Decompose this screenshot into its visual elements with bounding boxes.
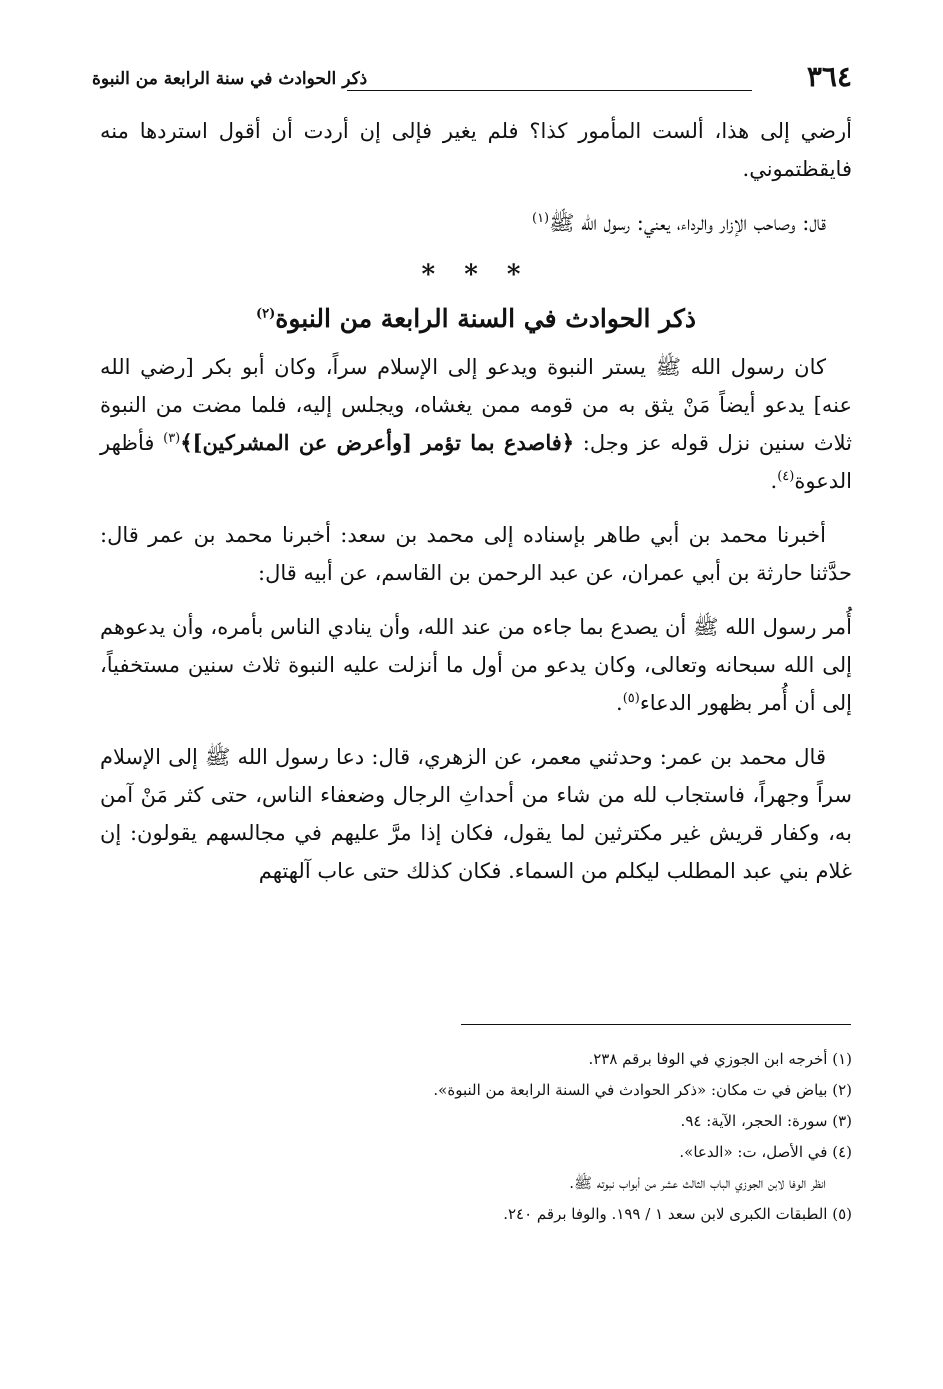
paragraph-2 xyxy=(100,204,852,242)
paragraph-6: قال محمد بن عمر: وحدثني معمر، عن الزهري، قال: دعا رسول الله ﷺ إلى الإسلام سراً وجهراً، فاستجاب لله من شاء من أحداثِ الرجال وضعفاء الناس، حتى كثر مَنْ آمن به، وكفار قريش غير مكترثين لما يقول، فكان إذا مرَّ عليهم في مجالسهم يقولون: إن غلام بني عبد المطلب ليكلم من السماء. فكان كذلك حتى عاب آلهتهم xyxy=(100,745,852,883)
page-number: ٣٦٤ xyxy=(806,60,852,93)
footnote-2: (٢) بياض في ت مكان: «ذكر الحوادث في السنة الرابعة من النبوة». xyxy=(433,1081,852,1099)
footnote-ref-3: (٣) xyxy=(163,431,181,446)
paragraph-3-text-a: كان رسول الله ﷺ يستر النبوة ويدعو إلى الإسلام سراً، وكان أبو بكر [رضي الله عنه] يدعو أيضاً مَنْ يثق به من قومه ممن يغشاه، ويجلس إليه، فلما مضت من النبوة ثلاث سنين نزل قوله عز وجل: xyxy=(100,355,852,455)
quran-verse: ﴿فاصدع بما تؤمر [وأعرض عن المشركين]﴾ xyxy=(180,430,575,455)
footnote-3: (٣) سورة: الحجر، الآية: ٩٤. xyxy=(680,1112,852,1130)
footnote-rule xyxy=(461,1024,851,1025)
footnote-5: (٥) الطبقات الكبرى لابن سعد ١ / ١٩٩. والوفا برقم ٢٤٠. xyxy=(503,1205,852,1223)
section-heading-text: ذكر الحوادث في السنة الرابعة من النبوة xyxy=(275,304,696,333)
section-divider: * * * xyxy=(421,260,531,290)
footnotes xyxy=(100,1044,852,1230)
footnote-ref-4: (٤) xyxy=(777,469,795,484)
paragraph-5-text-b: . xyxy=(616,691,623,715)
running-title: ذكر الحوادث في سنة الرابعة من النبوة xyxy=(92,69,368,89)
footnote-ref-1: (١) xyxy=(531,211,550,226)
paragraph-4: أخبرنا محمد بن أبي طاهر بإسناده إلى محمد بن سعد: أخبرنا محمد بن عمر قال: حدَّثنا حارثة بن أبي عمران، عن عبد الرحمن بن القاسم، عن أبيه قال: xyxy=(100,523,852,585)
paragraph-3 xyxy=(100,348,852,500)
footnote-1: (١) أخرجه ابن الجوزي في الوفا برقم ٢٣٨. xyxy=(588,1050,852,1068)
page-header xyxy=(92,60,852,100)
page-body xyxy=(100,112,852,906)
footnote-4: (٤) في الأصل، ت: «الدعا». xyxy=(679,1143,852,1161)
footnote-4-continuation: انظر الوفا لابن الجوزي الباب الثالث عشر من أبواب نبوته ﷺ. xyxy=(569,1174,826,1192)
paragraph-5 xyxy=(100,608,852,722)
footnote-ref-5: (٥) xyxy=(622,691,640,706)
paragraph-5-text-a: أُمر رسول الله ﷺ أن يصدع بما جاءه من عند الله، وأن ينادي الناس بأمره، وأن يدعوهم إلى الله سبحانه وتعالى، وكان يدعو من أول ما أنزلت عليه النبوة ثلاث سنين مستخفياً، إلى أن أُمر بظهور الدعاء xyxy=(100,615,853,715)
paragraph-3-text-c: . xyxy=(770,469,778,493)
footnote-ref-2: (٢) xyxy=(256,306,276,322)
paragraph-2-text: قال: وصاحب الإزار والرداء، يعني: رسول الله ﷺ xyxy=(549,211,826,235)
header-rule xyxy=(347,90,752,91)
section-heading xyxy=(100,298,852,340)
paragraph-1: أرضي إلى هذا، ألست المأمور كذا؟ فلم يغير فإلى إن أردت أن أقول استردها منه فايقظتموني. xyxy=(100,119,852,181)
paragraph-3-text-b: فأظهر الدعوة xyxy=(100,431,852,493)
